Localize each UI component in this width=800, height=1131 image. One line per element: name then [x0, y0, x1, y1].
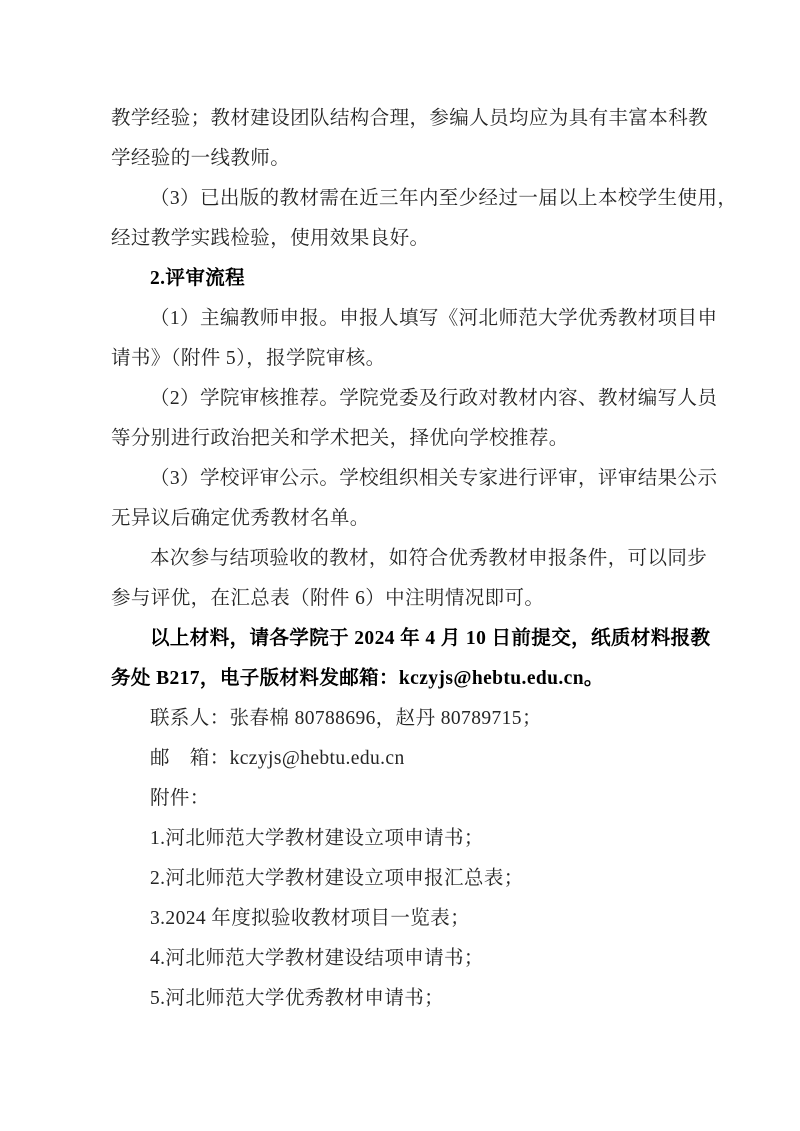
- attachment-item: 2.河北师范大学教材建设立项申报汇总表；: [150, 868, 524, 889]
- section-heading: 2.评审流程: [150, 268, 246, 289]
- paragraph-line: 经过教学实践检验，使用效果良好。: [111, 228, 430, 249]
- paragraph-line: （3）已出版的教材需在近三年内至少经过一届以上本校学生使用，: [150, 188, 738, 209]
- paragraph-line: （2）学院审核推荐。学院党委及行政对教材内容、教材编写人员: [150, 388, 718, 409]
- paragraph-line: 本次参与结项验收的教材，如符合优秀教材申报条件，可以同步: [150, 548, 708, 569]
- contact-line: 联系人：张春棉 80788696，赵丹 80789715；: [150, 708, 542, 729]
- attachment-item: 3.2024 年度拟验收教材项目一览表；: [150, 908, 471, 929]
- paragraph-line: （3）学校评审公示。学校组织相关专家进行评审，评审结果公示: [150, 468, 718, 489]
- attachment-item: 1.河北师范大学教材建设立项申请书；: [150, 828, 484, 849]
- attachment-item: 5.河北师范大学优秀教材申请书；: [150, 988, 445, 1009]
- email-line: 邮 箱：kczyjs@hebtu.edu.cn: [150, 748, 405, 769]
- paragraph-line: 等分别进行政治把关和学术把关，择优向学校推荐。: [111, 428, 569, 449]
- deadline-emphasis-line: 务处 B217，电子版材料发邮箱：kczyjs@hebtu.edu.cn。: [111, 668, 604, 689]
- attachment-item: 4.河北师范大学教材建设结项申请书；: [150, 948, 484, 969]
- paragraph-line: 无异议后确定优秀教材名单。: [111, 508, 370, 529]
- attachments-heading: 附件：: [150, 788, 210, 809]
- paragraph-line: 参与评优，在汇总表（附件 6）中注明情况即可。: [111, 588, 545, 609]
- paragraph-line: 教学经验；教材建设团队结构合理，参编人员均应为具有丰富本科教: [111, 108, 709, 129]
- paragraph-line: （1）主编教师申报。申报人填写《河北师范大学优秀教材项目申: [150, 308, 718, 329]
- document-body: [111, 99, 738, 1019]
- deadline-emphasis-line: 以上材料，请各学院于 2024 年 4 月 10 日前提交，纸质材料报教: [150, 628, 711, 649]
- paragraph-line: 学经验的一线教师。: [111, 148, 291, 169]
- paragraph-line: 请书》（附件 5），报学院审核。: [111, 348, 386, 369]
